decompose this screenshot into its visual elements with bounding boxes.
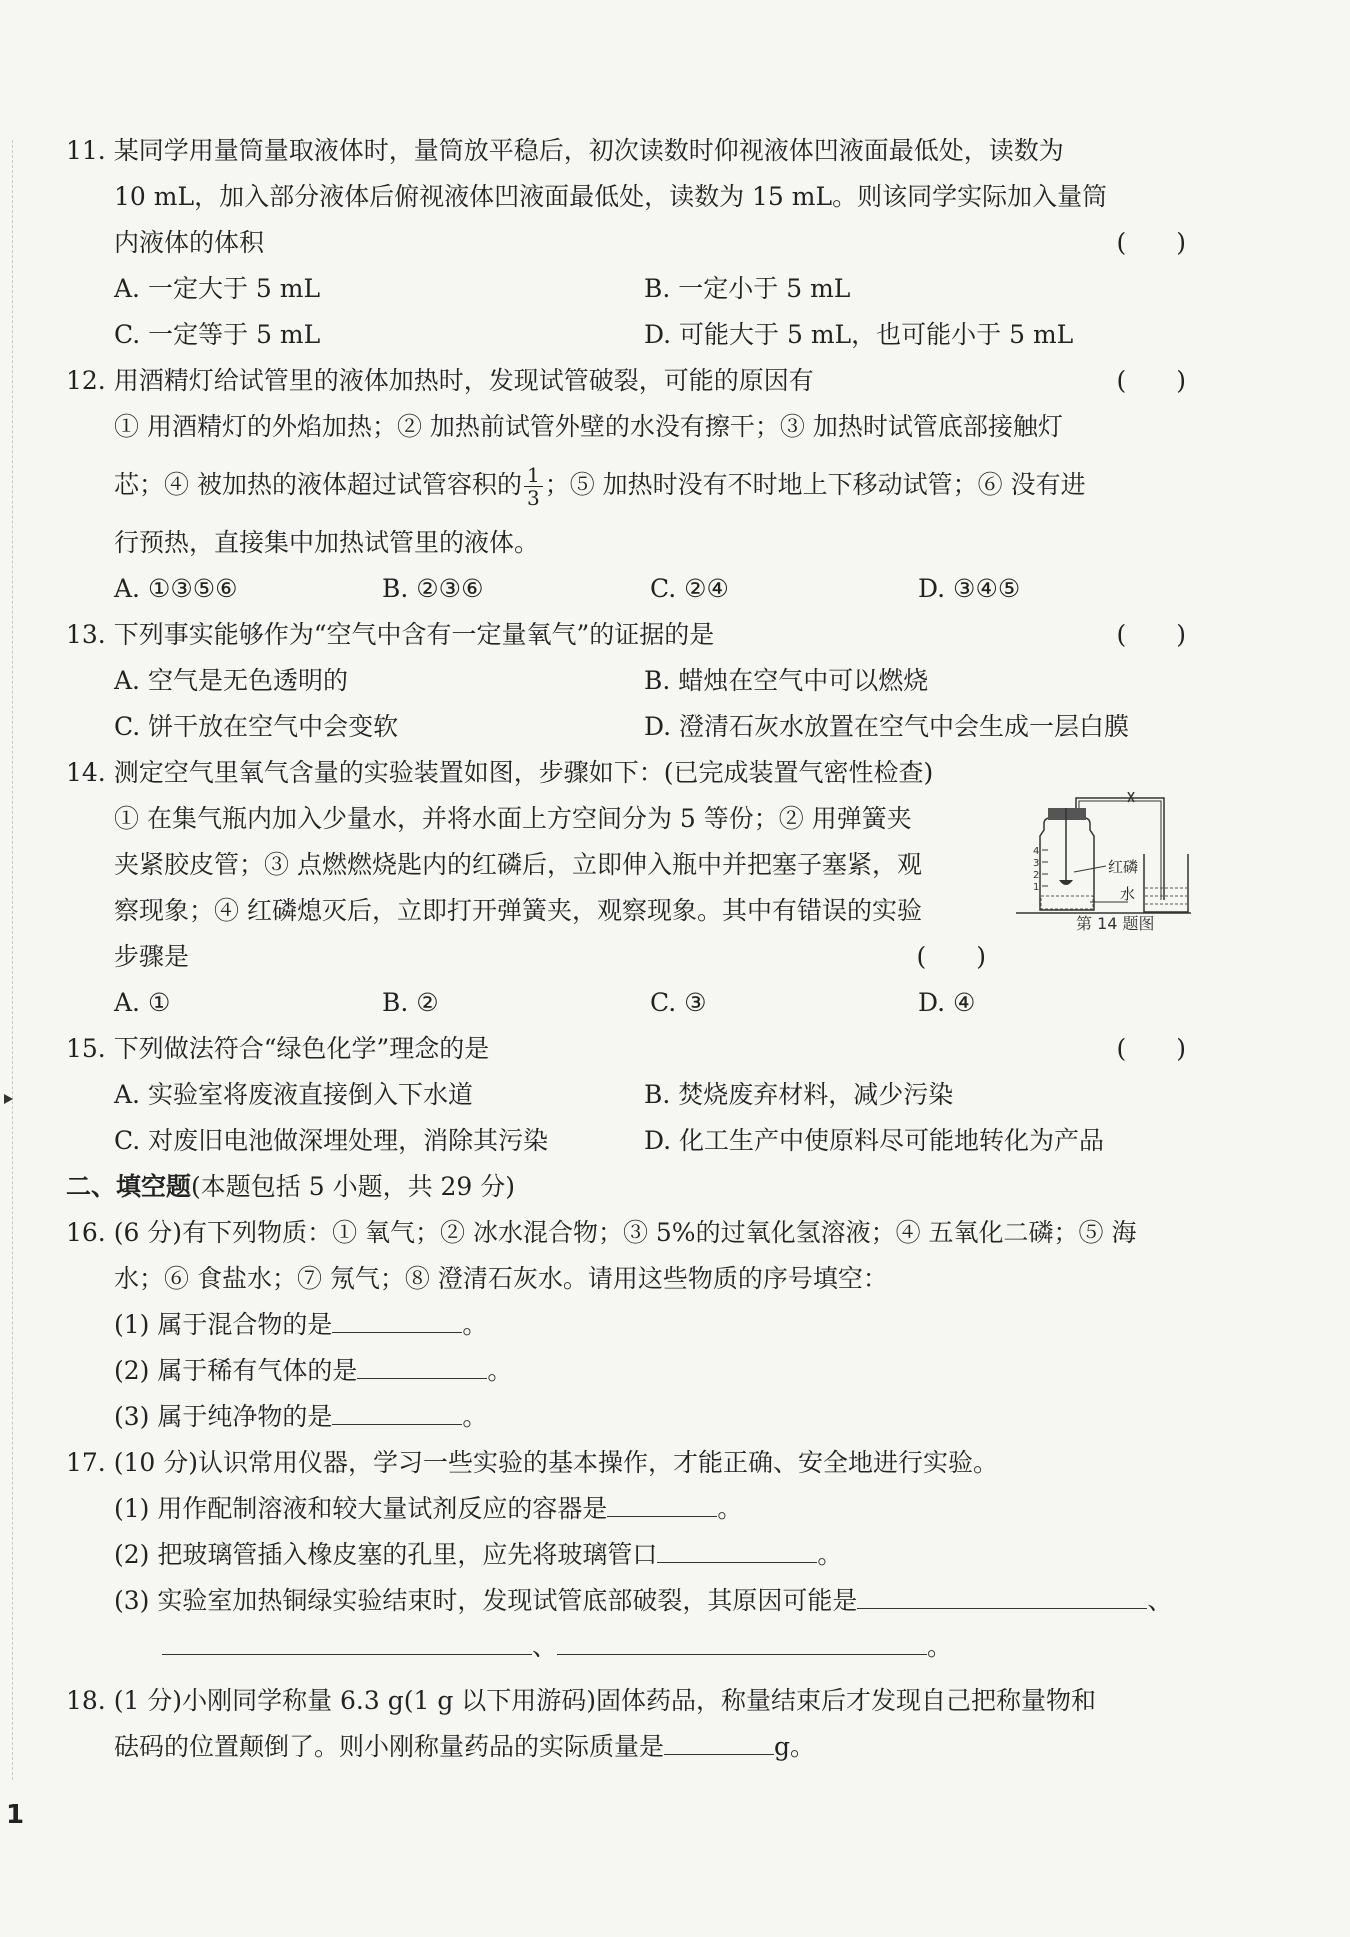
question-11 (66, 128, 1186, 358)
scale-mark-3: 3 (1033, 858, 1040, 869)
q14-line-2: 夹紧胶皮管；③ 点燃燃烧匙内的红磷后，立即伸入瓶中并把塞子塞紧，观 (114, 850, 922, 879)
question-12 (66, 358, 1186, 612)
q15-stem: 15. 下列做法符合“绿色化学”理念的是 (66, 1034, 490, 1063)
q16-sub-1 (66, 1302, 1186, 1348)
q14-option-b[interactable]: B. ② (382, 988, 439, 1017)
q16-answer-blank-1[interactable] (332, 1306, 462, 1333)
beaker (1144, 854, 1188, 912)
q17-sub-2-text: (2) 把玻璃管插入橡皮塞的孔里，应先将玻璃管口 (114, 1540, 658, 1569)
q17-sub-3 (66, 1578, 1186, 1624)
q13-answer-bracket[interactable]: ( ) (1116, 620, 1186, 649)
q14-options-row (66, 980, 1186, 1026)
worksheet-content (66, 128, 1186, 1770)
q18-line-1: 18. (1 分)小刚同学称量 6.3 g(1 g 以下用游码)固体药品，称量结束后才发现自己把称量物和 (66, 1686, 1097, 1715)
q13-options-row-2 (66, 704, 1186, 750)
q17-sub-3-cont (66, 1624, 1186, 1670)
q17-sub-2 (66, 1532, 1186, 1578)
q12-option-b[interactable]: B. ②③⑥ (382, 574, 484, 603)
q18-unit: g。 (774, 1732, 816, 1761)
label-water: 水 (1120, 885, 1136, 903)
q12-stem-line (66, 358, 1186, 404)
q17-sub-3-text: (3) 实验室加热铜绿实验结束时，发现试管底部破裂，其原因可能是 (114, 1586, 858, 1615)
q17-sub-1-end: 。 (717, 1494, 743, 1523)
question-18 (66, 1678, 1186, 1770)
q12-options-row (66, 566, 1186, 612)
q13-stem-line (66, 612, 1186, 658)
q16-sub-3 (66, 1394, 1186, 1440)
q11-line-2: 10 mL，加入部分液体后俯视液体凹液面最低处，读数为 15 mL。则该同学实际加入量筒 (114, 182, 1108, 211)
q11-options-row-1 (66, 266, 1186, 312)
combustion-spoon-cup (1059, 880, 1073, 885)
q17-sub-2-end: 。 (817, 1540, 843, 1569)
q13-option-c[interactable]: C. 饼干放在空气中会变软 (114, 712, 399, 741)
q14-text-block (66, 796, 996, 980)
q17-answer-blank-3[interactable] (857, 1582, 1147, 1609)
q12-line-2: ① 用酒精灯的外焰加热；② 加热前试管外壁的水没有擦干；③ 加热时试管底部接触灯 (114, 412, 1063, 441)
q14-answer-bracket[interactable]: ( ) (916, 942, 986, 971)
q13-option-b[interactable]: B. 蜡烛在空气中可以燃烧 (644, 666, 929, 695)
q15-answer-bracket[interactable]: ( ) (1116, 1034, 1186, 1063)
q13-stem: 13. 下列事实能够作为“空气中含有一定量氧气”的证据的是 (66, 620, 715, 649)
question-16 (66, 1210, 1186, 1440)
q12-line-3 (66, 450, 1186, 520)
q16-answer-blank-3[interactable] (332, 1398, 462, 1425)
scale-mark-1: 1 (1033, 882, 1040, 893)
q15-stem-line (66, 1026, 1186, 1072)
bottle-water (1041, 896, 1093, 909)
question-13 (66, 612, 1186, 750)
q14-body (66, 796, 1186, 980)
q17-answer-blank-1[interactable] (607, 1490, 717, 1517)
figure-14-caption: 第 14 题图 (1076, 914, 1155, 933)
q12-line-4: 行预热，直接集中加热试管里的液体。 (114, 528, 540, 557)
question-17 (66, 1440, 1186, 1670)
q14-stem: 14. 测定空气里氧气含量的实验装置如图，步骤如下：(已完成装置气密性检查) (66, 758, 934, 787)
q13-option-a[interactable]: A. 空气是无色透明的 (114, 666, 348, 695)
q16-line-2: 水；⑥ 食盐水；⑦ 氖气；⑧ 澄清石灰水。请用这些物质的序号填空： (114, 1264, 888, 1293)
q18-answer-blank[interactable] (664, 1728, 774, 1755)
q15-options-row-2 (66, 1118, 1186, 1164)
q14-line-4 (66, 934, 996, 980)
fraction-numerator: 1 (524, 464, 543, 487)
q13-options-row-1 (66, 658, 1186, 704)
q17-answer-blank-5[interactable] (557, 1628, 927, 1655)
oxygen-measurement-apparatus-figure (1016, 792, 1191, 932)
q16-sub-1-text: (1) 属于混合物的是 (114, 1310, 333, 1339)
binding-arrow-mark (4, 1092, 14, 1106)
q17-sub-3-sep-2: 、 (532, 1632, 558, 1661)
q12-option-d[interactable]: D. ③④⑤ (918, 574, 1021, 603)
q14-option-c[interactable]: C. ③ (650, 988, 707, 1017)
q11-line-3 (66, 220, 1186, 266)
q18-line-2 (66, 1724, 1186, 1770)
q18-line-2-text: 砝码的位置颠倒了。则小刚称量药品的实际质量是 (114, 1732, 665, 1761)
section-title-text: 二、填空题 (66, 1172, 192, 1201)
q16-answer-blank-2[interactable] (357, 1352, 487, 1379)
one-third-fraction (524, 464, 543, 509)
q16-sub-2-end: 。 (487, 1356, 513, 1385)
q11-option-a[interactable]: A. 一定大于 5 mL (114, 274, 321, 303)
scale-mark-2: 2 (1033, 870, 1040, 881)
q16-line-1: 16. (6 分)有下列物质：① 氧气；② 冰水混合物；③ 5%的过氧化氢溶液；④ 五氧化二磷；⑤ 海 (66, 1218, 1137, 1247)
q16-sub-2-text: (2) 属于稀有气体的是 (114, 1356, 358, 1385)
q11-option-c[interactable]: C. 一定等于 5 mL (114, 320, 321, 349)
label-red-phosphorus: 红磷 (1108, 858, 1139, 876)
q12-option-a[interactable]: A. ①③⑤⑥ (114, 574, 238, 603)
fraction-denominator: 3 (526, 486, 540, 510)
q12-answer-bracket[interactable]: ( ) (1116, 366, 1186, 395)
q12-stem: 12. 用酒精灯给试管里的液体加热时，发现试管破裂，可能的原因有 (66, 366, 814, 395)
q12-line-3-before: 芯；④ 被加热的液体超过试管容积的 (114, 470, 522, 499)
q16-sub-2 (66, 1348, 1186, 1394)
q11-answer-bracket[interactable]: ( ) (1116, 228, 1186, 257)
q11-line-1: 11. 某同学用量筒量取液体时，量筒放平稳后，初次读数时仰视液体凹液面最低处，读数为 (66, 136, 1064, 165)
scale-mark-4: 4 (1033, 846, 1040, 857)
q14-line-4-text: 步骤是 (114, 942, 190, 971)
q13-option-d[interactable]: D. 澄清石灰水放置在空气中会生成一层白膜 (644, 712, 1130, 741)
q17-answer-blank-4[interactable] (162, 1628, 532, 1655)
q17-sub-3-sep: 、 (1147, 1586, 1173, 1615)
rubber-stopper (1048, 808, 1086, 820)
q16-sub-3-end: 。 (462, 1402, 488, 1431)
q15-option-d[interactable]: D. 化工生产中使原料尽可能地转化为产品 (644, 1126, 1105, 1155)
page-number: 1 (6, 1800, 25, 1830)
q15-option-c[interactable]: C. 对废旧电池做深埋处理，消除其污染 (114, 1126, 549, 1155)
q17-sub-3-end: 。 (927, 1632, 953, 1661)
question-15 (66, 1026, 1186, 1164)
q11-option-d[interactable]: D. 可能大于 5 mL，也可能小于 5 mL (644, 320, 1074, 349)
q14-line-3: 察现象；④ 红磷熄灭后，立即打开弹簧夹，观察现象。其中有错误的实验 (114, 896, 922, 925)
q15-option-a[interactable]: A. 实验室将废液直接倒入下水道 (114, 1080, 473, 1109)
question-14 (66, 750, 1186, 1026)
q12-option-c[interactable]: C. ②④ (650, 574, 729, 603)
section-fill-in-title (66, 1164, 1186, 1210)
q15-options-row-1 (66, 1072, 1186, 1118)
q17-sub-1-text: (1) 用作配制溶液和较大量试剂反应的容器是 (114, 1494, 608, 1523)
q12-line-3-after: ；⑤ 加热时没有不时地上下移动试管；⑥ 没有进 (544, 470, 1086, 499)
q14-option-a[interactable]: A. ① (114, 988, 171, 1017)
page-binding-edge (12, 140, 13, 1780)
q11-line-3-text: 内液体的体积 (114, 228, 265, 257)
q17-answer-blank-2[interactable] (657, 1536, 817, 1563)
q14-line-1: ① 在集气瓶内加入少量水，并将水面上方空间分为 5 等份；② 用弹簧夹 (114, 804, 912, 833)
q15-option-b[interactable]: B. 焚烧废弃材料，减少污染 (644, 1080, 954, 1109)
q14-option-d[interactable]: D. ④ (918, 988, 976, 1017)
q17-line-1: 17. (10 分)认识常用仪器，学习一些实验的基本操作，才能正确、安全地进行实验。 (66, 1448, 998, 1477)
q11-option-b[interactable]: B. 一定小于 5 mL (644, 274, 851, 303)
q11-options-row-2 (66, 312, 1186, 358)
q16-sub-3-text: (3) 属于纯净物的是 (114, 1402, 333, 1431)
q17-sub-1 (66, 1486, 1186, 1532)
q16-sub-1-end: 。 (462, 1310, 488, 1339)
section-title-note: (本题包括 5 小题，共 29 分) (191, 1172, 516, 1201)
